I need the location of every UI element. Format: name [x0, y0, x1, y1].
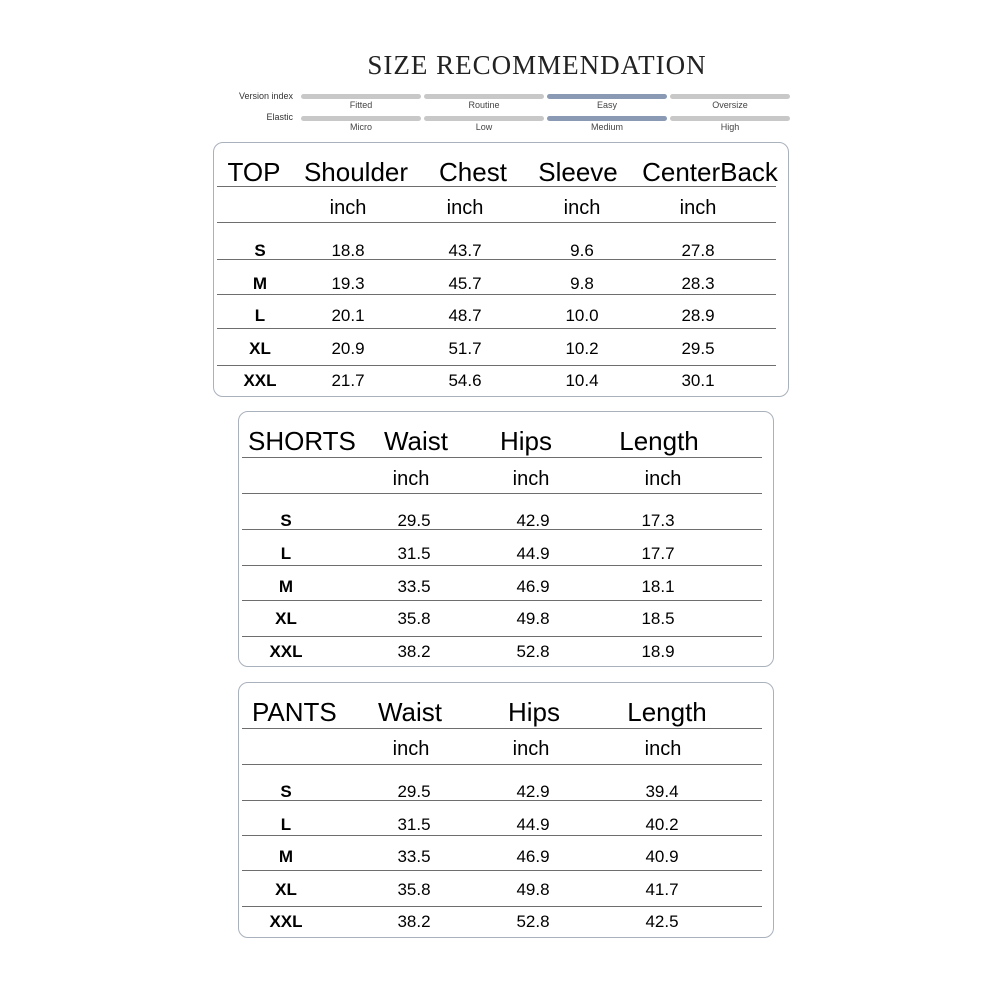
table-cell: 10.0: [565, 306, 599, 325]
column-header: CenterBack: [642, 157, 778, 187]
unit-label: inch: [563, 197, 601, 219]
table-cell: 10.4: [565, 371, 599, 390]
column-header: Shoulder: [303, 157, 409, 187]
table-cell: 28.9: [681, 306, 715, 325]
column-header: Length: [627, 697, 707, 727]
size-label: M: [278, 847, 294, 866]
size-label: L: [280, 815, 292, 834]
size-label: XL: [249, 339, 271, 358]
table-cell: 46.9: [516, 577, 550, 596]
unit-label: inch: [644, 738, 682, 760]
table-cell: 49.8: [516, 880, 550, 899]
table-cell: 31.5: [397, 815, 431, 834]
shorts-header-divider: [242, 457, 762, 458]
pants-unit-divider: [242, 764, 762, 765]
top-row-divider: [217, 328, 776, 329]
elastic-option-label: Medium: [590, 122, 623, 132]
table-cell: 20.9: [331, 339, 365, 358]
table-cell: 44.9: [516, 815, 550, 834]
table-cell: 29.5: [397, 782, 431, 801]
table-cell: 9.8: [570, 274, 594, 293]
column-header: Waist: [383, 426, 449, 456]
size-label: XL: [275, 880, 297, 899]
version-index-label: Version index: [238, 91, 293, 101]
table-cell: 27.8: [681, 241, 715, 260]
column-header: Sleeve: [538, 157, 618, 187]
shorts-unit-divider: [242, 493, 762, 494]
table-cell: 18.9: [641, 642, 675, 661]
size-label: L: [280, 544, 292, 563]
column-header: Hips: [507, 697, 560, 727]
size-label: M: [278, 577, 294, 596]
table-cell: 29.5: [397, 511, 431, 530]
table-cell: 28.3: [681, 274, 715, 293]
table-cell: 42.5: [645, 912, 679, 931]
unit-label: inch: [512, 738, 550, 760]
elastic-option-label: Low: [475, 122, 493, 132]
table-cell: 35.8: [397, 880, 431, 899]
table-cell: 46.9: [516, 847, 550, 866]
unit-label: inch: [392, 468, 430, 490]
elastic-option-label: Micro: [350, 122, 372, 132]
elastic-segment-micro: [301, 116, 421, 121]
pants-table-title: PANTS: [252, 697, 337, 727]
size-label: M: [252, 274, 268, 293]
elastic-segment-low: [424, 116, 544, 121]
table-cell: 21.7: [331, 371, 365, 390]
table-cell: 42.9: [516, 511, 550, 530]
table-cell: 42.9: [516, 782, 550, 801]
table-cell: 9.6: [570, 241, 594, 260]
shorts-row-divider: [242, 600, 762, 601]
size-label: XXL: [243, 371, 277, 390]
table-cell: 10.2: [565, 339, 599, 358]
table-cell: 31.5: [397, 544, 431, 563]
table-cell: 52.8: [516, 642, 550, 661]
shorts-row-divider: [242, 565, 762, 566]
pants-row-divider: [242, 906, 762, 907]
column-header: Hips: [499, 426, 552, 456]
version-option-label: Routine: [468, 100, 500, 110]
size-label: XXL: [269, 642, 303, 661]
table-cell: 17.7: [641, 544, 675, 563]
column-header: Chest: [439, 157, 507, 187]
size-label: S: [280, 782, 292, 801]
unit-label: inch: [512, 468, 550, 490]
pants-header-divider: [242, 728, 762, 729]
table-cell: 45.7: [448, 274, 482, 293]
table-cell: 43.7: [448, 241, 482, 260]
size-label: XL: [275, 609, 297, 628]
table-cell: 48.7: [448, 306, 482, 325]
table-cell: 38.2: [397, 642, 431, 661]
unit-label: inch: [679, 197, 717, 219]
column-header: Waist: [377, 697, 443, 727]
table-cell: 17.3: [641, 511, 675, 530]
table-cell: 44.9: [516, 544, 550, 563]
unit-label: inch: [392, 738, 430, 760]
table-cell: 40.9: [645, 847, 679, 866]
top-row-divider: [217, 365, 776, 366]
size-label: S: [254, 241, 266, 260]
table-cell: 20.1: [331, 306, 365, 325]
size-label: XXL: [269, 912, 303, 931]
pants-row-divider: [242, 835, 762, 836]
version-option-label: Fitted: [349, 100, 373, 110]
table-cell: 33.5: [397, 577, 431, 596]
pants-row-divider: [242, 870, 762, 871]
version-option-label: Easy: [596, 100, 617, 110]
version-segment-fitted: [301, 94, 421, 99]
table-cell: 29.5: [681, 339, 715, 358]
page-title: SIZE RECOMMENDATION: [367, 50, 707, 80]
table-cell: 35.8: [397, 609, 431, 628]
table-cell: 33.5: [397, 847, 431, 866]
shorts-table-title: SHORTS: [248, 426, 356, 456]
version-segment-easy: [547, 94, 667, 99]
table-cell: 49.8: [516, 609, 550, 628]
table-cell: 30.1: [681, 371, 715, 390]
size-label: S: [280, 511, 292, 530]
table-cell: 41.7: [645, 880, 679, 899]
table-cell: 18.1: [641, 577, 675, 596]
version-segment-routine: [424, 94, 544, 99]
table-cell: 39.4: [645, 782, 679, 801]
version-option-label: Oversize: [712, 100, 748, 110]
elastic-option-label: High: [720, 122, 740, 132]
top-table-title: TOP: [227, 157, 281, 187]
table-cell: 52.8: [516, 912, 550, 931]
version-segment-oversize: [670, 94, 790, 99]
shorts-row-divider: [242, 636, 762, 637]
table-cell: 19.3: [331, 274, 365, 293]
elastic-segment-medium: [547, 116, 667, 121]
top-unit-divider: [217, 222, 776, 223]
table-cell: 18.5: [641, 609, 675, 628]
elastic-label: Elastic: [266, 112, 293, 122]
unit-label: inch: [644, 468, 682, 490]
table-cell: 18.8: [331, 241, 365, 260]
top-row-divider: [217, 294, 776, 295]
table-cell: 51.7: [448, 339, 482, 358]
unit-label: inch: [329, 197, 367, 219]
elastic-segment-high: [670, 116, 790, 121]
table-cell: 40.2: [645, 815, 679, 834]
table-cell: 38.2: [397, 912, 431, 931]
unit-label: inch: [446, 197, 484, 219]
size-label: L: [254, 306, 266, 325]
column-header: Length: [619, 426, 699, 456]
table-cell: 54.6: [448, 371, 482, 390]
